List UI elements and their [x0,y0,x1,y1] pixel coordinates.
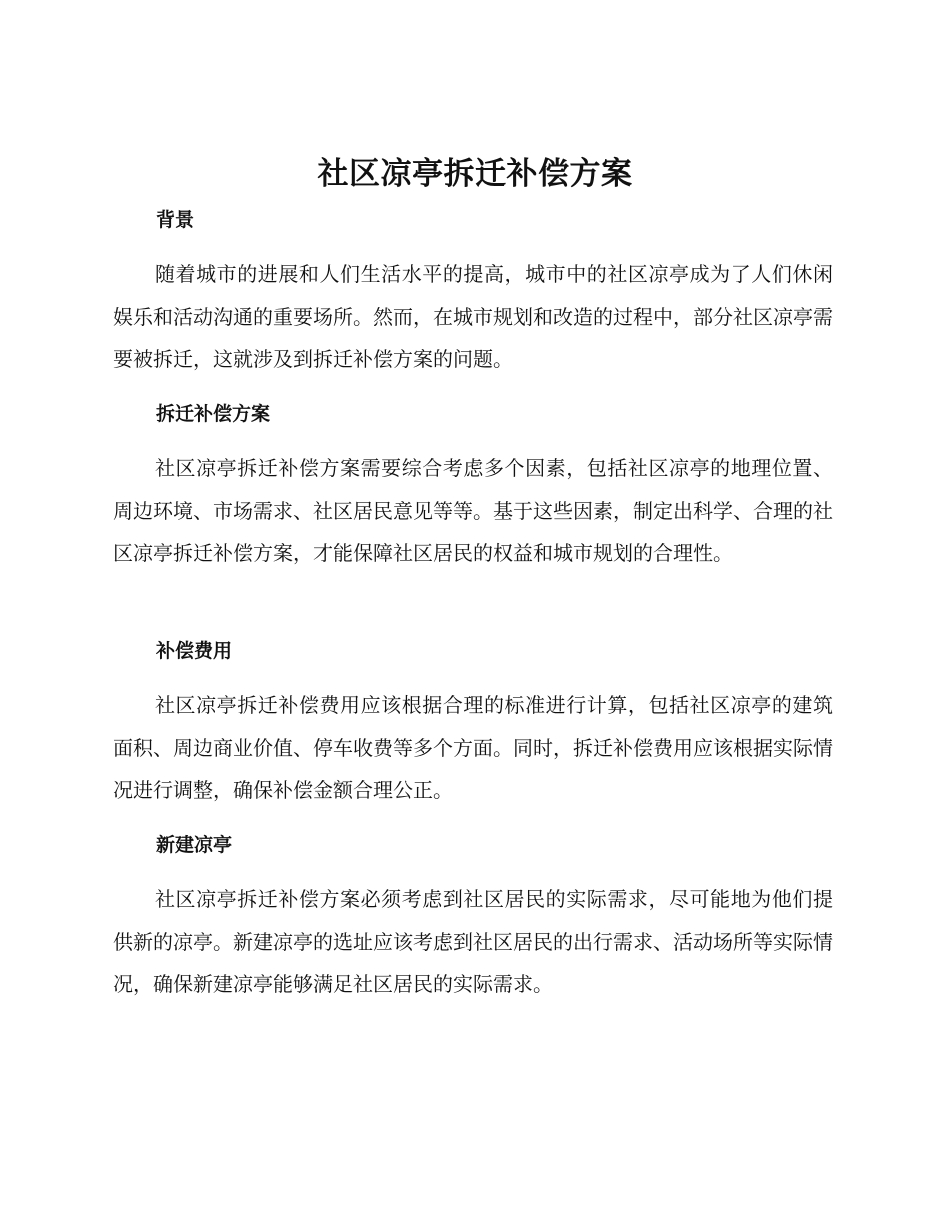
section-paragraph-background: 随着城市的进展和人们生活水平的提高，城市中的社区凉亭成为了人们休闲娱乐和活动沟通的重要场所。然而，在城市规划和改造的过程中，部分社区凉亭需要被拆迁，这就涉及到拆迁补偿方案的问题。 [113,262,833,371]
section-heading-compensation-cost: 补偿费用 [156,640,233,662]
section-paragraph-compensation-cost: 社区凉亭拆迁补偿费用应该根据合理的标准进行计算，包括社区凉亭的建筑面积、周边商业价值、停车收费等多个方面。同时，拆迁补偿费用应该根据实际情况进行调整，确保补偿金额合理公正。 [113,693,833,802]
section-paragraph-compensation-plan: 社区凉亭拆迁补偿方案需要综合考虑多个因素，包括社区凉亭的地理位置、周边环境、市场需求、社区居民意见等等。基于这些因素，制定出科学、合理的社区凉亭拆迁补偿方案，才能保障社区居民的权益和城市规划的合理性。 [113,456,833,565]
document-title: 社区凉亭拆迁补偿方案 [317,156,633,192]
section-paragraph-new-pavilion: 社区凉亭拆迁补偿方案必须考虑到社区居民的实际需求，尽可能地为他们提供新的凉亭。新建凉亭的选址应该考虑到社区居民的出行需求、活动场所等实际情况，确保新建凉亭能够满足社区居民的实际需求。 [113,887,833,996]
section-heading-background: 背景 [156,209,195,231]
section-heading-new-pavilion: 新建凉亭 [156,834,233,856]
section-heading-compensation-plan: 拆迁补偿方案 [156,403,271,425]
